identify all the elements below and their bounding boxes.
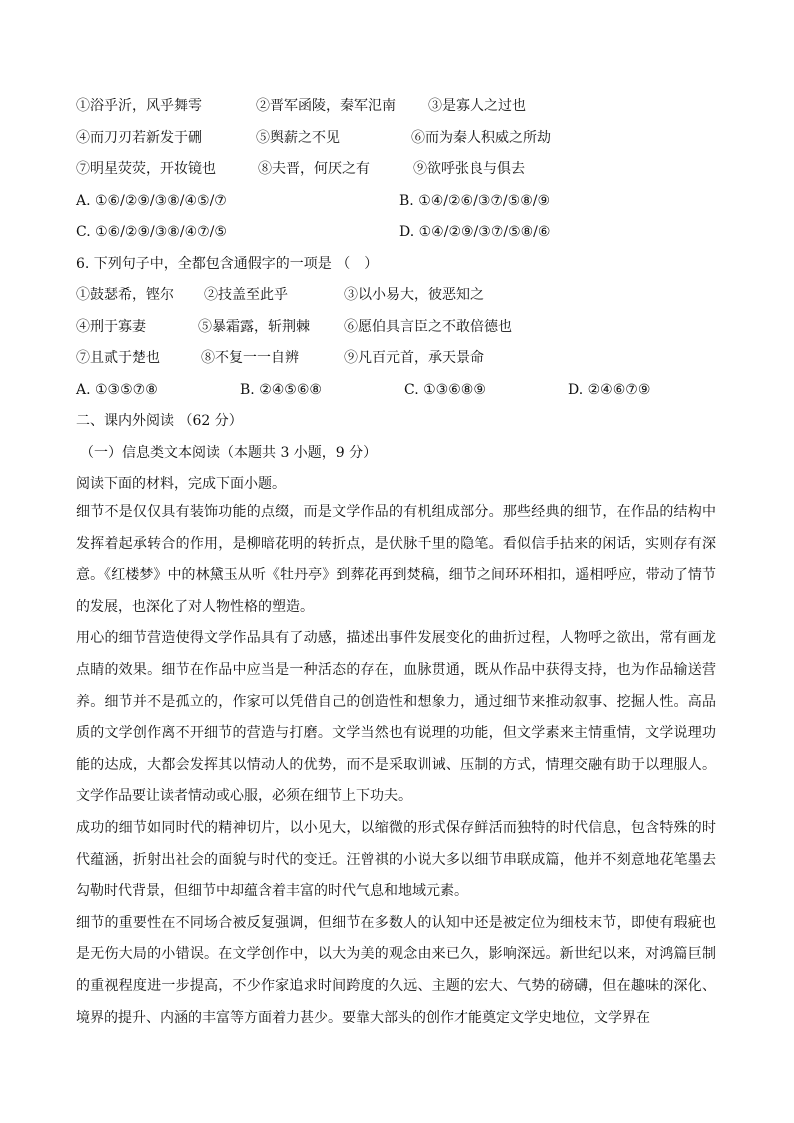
reading-instruction: 阅读下面的材料，完成下面小题。 bbox=[76, 476, 286, 492]
q5-item-2: ②晋军函陵，秦军氾南 bbox=[256, 98, 396, 114]
q6-items-row-1 bbox=[76, 285, 716, 305]
q6-option-a[interactable]: A. ①③⑤⑦⑧ bbox=[76, 381, 158, 398]
q5-item-5: ⑤舆薪之不见 bbox=[256, 129, 340, 146]
q6-item-9: ⑨凡百元首，承天景命 bbox=[344, 350, 484, 366]
reading-passage bbox=[76, 497, 716, 1034]
q5-item-4: ④而刀刃若新发于硎 bbox=[76, 129, 202, 146]
q6-option-d[interactable]: D. ②④⑥⑦⑨ bbox=[568, 381, 651, 398]
q6-stem: 6. 下列句子中，全都包含通假字的一项是 （ ） bbox=[76, 255, 379, 272]
passage-paragraph-3: 成功的细节如同时代的精神切片，以小见大，以缩微的形式保存鲜活而独特的时代信息，包含特殊的时代蕴涵，折射出社会的面貌与时代的变迁。汪曾祺的小说大多以细节串联成篇，他并不刻意地花笔墨去勾勒时代背景，但细节中却蕴含着丰富的时代气息和地域元素。 bbox=[76, 819, 716, 900]
subsection-heading: （一）信息类文本阅读（本题共 3 小题，9 分） bbox=[80, 444, 378, 461]
q6-item-6: ⑥愿伯具言臣之不敢倍德也 bbox=[344, 318, 512, 335]
q5-option-d[interactable]: D. ①④/②⑨/③⑦/⑤⑧/⑥ bbox=[399, 224, 551, 240]
q5-items-row-1 bbox=[76, 96, 716, 116]
q6-item-3: ③以小易大，彼恶知之 bbox=[344, 287, 484, 303]
q5-item-9: ⑨欲呼张良与俱去 bbox=[413, 161, 525, 177]
exam-page bbox=[76, 96, 716, 1034]
q5-options-row-1 bbox=[76, 191, 716, 211]
q5-option-a[interactable]: A. ①⑥/②⑨/③⑧/④⑤/⑦ bbox=[76, 192, 227, 209]
q6-item-2: ②技盖至此乎 bbox=[204, 287, 288, 303]
q6-item-7: ⑦且贰于楚也 bbox=[76, 350, 160, 366]
q6-item-5: ⑤暴霜露，斩荆棘 bbox=[198, 318, 310, 335]
q6-item-1: ①鼓瑟希，铿尔 bbox=[76, 287, 174, 303]
q6-options-row bbox=[76, 380, 716, 400]
q5-options-row-2 bbox=[76, 222, 716, 242]
passage-paragraph-4: 细节的重要性在不同场合被反复强调，但细节在多数人的认知中还是被定位为细枝末节，即使有瑕疵也是无伤大局的小错误。在文学创作中，以大为美的观念由来已久，影响深远。新世纪以来，对鸿篇巨制的重视程度进一步提高，不少作家追求时间跨度的久远、主题的宏大、气势的磅礴，但在趣味的深化、境界的提升、内涵的丰富等方面着力甚少。要靠大部头的创作才能奠定文学史地位，文学界在 bbox=[76, 914, 716, 1026]
section-heading: 二、课内外阅读 （62 分） bbox=[76, 413, 243, 429]
q5-item-1: ①浴乎沂，风乎舞雩 bbox=[76, 98, 202, 114]
q5-items-row-2 bbox=[76, 128, 716, 148]
q6-items-row-2 bbox=[76, 317, 716, 337]
q6-option-c[interactable]: C. ①③⑥⑧⑨ bbox=[404, 381, 486, 398]
q5-item-8: ⑧夫晋，何厌之有 bbox=[258, 161, 370, 177]
q5-item-6: ⑥而为秦人积威之所劫 bbox=[411, 129, 551, 146]
q5-items-row-3 bbox=[76, 159, 716, 179]
q6-items-row-3 bbox=[76, 348, 716, 368]
q6-item-8: ⑧不复一一自辨 bbox=[201, 350, 299, 366]
q5-item-7: ⑦明星荧荧，开妆镜也 bbox=[76, 161, 216, 177]
q6-option-b[interactable]: B. ②④⑤⑥⑧ bbox=[240, 381, 322, 398]
passage-paragraph-2: 用心的细节营造使得文学作品具有了动感，描述出事件发展变化的曲折过程，人物呼之欲出，常有画龙点睛的效果。细节在作品中应当是一种活态的存在，血脉贯通，既从作品中获得支持，也为作品输送营养。细节并不是孤立的，作家可以凭借自己的创造性和想象力，通过细节来推动叙事、挖掘人性。高品质的文学创作离不开细节的营造与打磨。文学当然也有说理的功能，但文学素来主情重情，文学说理功能的达成，大都会发挥其以情动人的优势，而不是采取训诫、压制的方式，情理交融有助于以理服人。文学作品要让读者情动或心服，必须在细节上下功夫。 bbox=[76, 630, 716, 805]
q5-option-c[interactable]: C. ①⑥/②⑨/③⑧/④⑦/⑤ bbox=[76, 224, 227, 240]
q5-option-b[interactable]: B. ①④/②⑥/③⑦/⑤⑧/⑨ bbox=[399, 192, 551, 209]
q6-item-4: ④刑于寡妻 bbox=[76, 318, 146, 335]
q5-item-3: ③是寡人之过也 bbox=[428, 98, 526, 114]
passage-paragraph-1: 细节不是仅仅具有装饰功能的点缀，而是文学作品的有机组成部分。那些经典的细节，在作品的结构中发挥着起承转合的作用，是柳暗花明的转折点，是伏脉千里的隐笔。看似信手拈来的闲话，实则存有深意。《红楼梦》中的林黛玉从听《牡丹亭》到葬花再到焚稿，细节之间环环相扣，遥相呼应，带动了情节的发展，也深化了对人物性格的塑造。 bbox=[76, 504, 716, 615]
